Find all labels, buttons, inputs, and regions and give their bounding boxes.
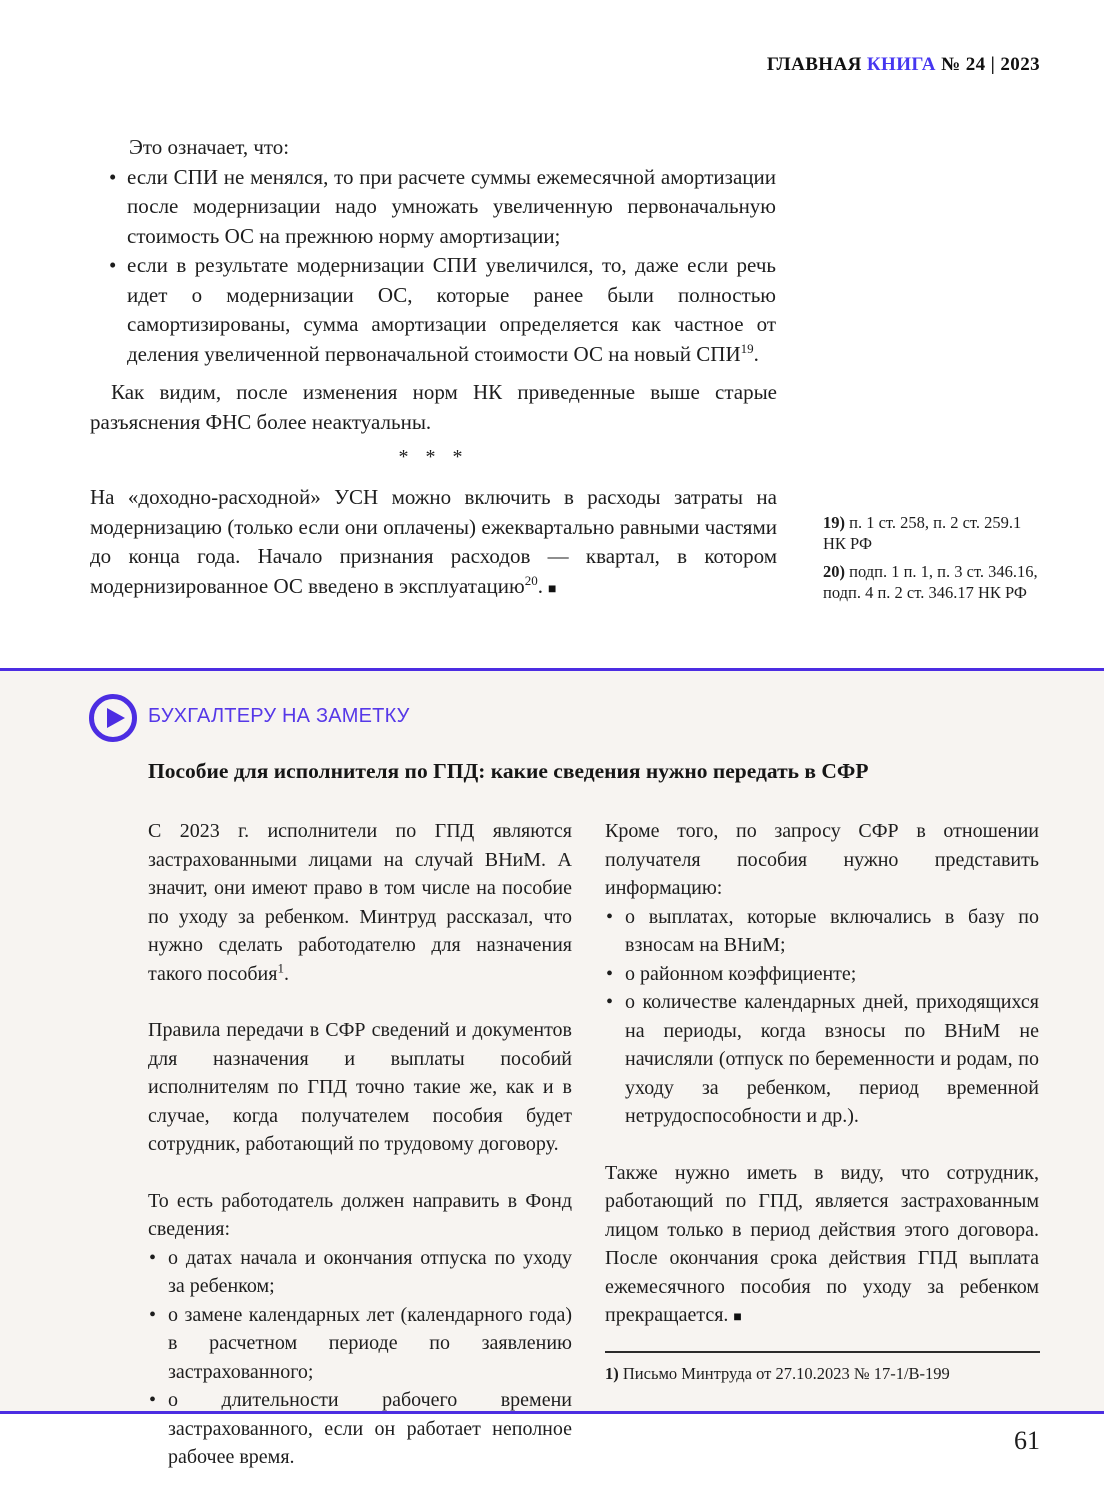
footnote-ref-19: 19 xyxy=(740,340,754,356)
list-item xyxy=(108,251,776,369)
left-column xyxy=(148,817,572,1472)
list-item xyxy=(108,163,776,252)
footnote-ref-20: 20 xyxy=(524,572,538,588)
footnote-text: подп. 1 п. 1, п. 3 ст. 346.16, подп. 4 п. 2 ст. 346.17 НК РФ xyxy=(823,562,1038,602)
article-footnote xyxy=(605,1351,1040,1384)
paragraph: Кроме того, по запросу СФР в отношении получателя пособия нужно представить информацию: xyxy=(605,820,1039,899)
paragraph-usn xyxy=(90,483,777,604)
paragraph: Правила передачи в СФР сведений и документов для назначения и выплаты пособий исполнителям по ГПД точно такие же, как и в случае, когда получателем пособия будет сотрудник, работающий по трудовому договору. xyxy=(148,1019,572,1155)
paragraph xyxy=(605,1159,1039,1333)
play-icon xyxy=(88,693,138,743)
list-item: • о датах начала и окончания отпуска по уходу за ребенком; xyxy=(148,1244,572,1301)
rubric-label: БУХГАЛТЕРУ НА ЗАМЕТКУ xyxy=(148,705,410,727)
bullet-text: если в результате модернизации СПИ увеличился, то, даже если речь идет о модернизации ОС, которые ранее были полностью самортизированы, сумма амортизации определяется как частное от деления увеличенной первоначальной стоимости ОС на новый СПИ xyxy=(127,253,776,366)
intro-lead: Это означает, что: xyxy=(129,135,290,159)
section-separator: * * * xyxy=(398,446,469,468)
paragraph-text: С 2023 г. исполнители по ГПД являются застрахованными лицами на случай ВНиМ. А значит, они имеют право в том числе на пособие по уходу за ребенком. Минтруд рассказал, что нужно сделать работодателю для назначения такого пособия xyxy=(148,820,572,985)
end-of-article-mark: ■ xyxy=(733,1310,742,1325)
list-item: • о длительности рабочего времени застрахованного, если он работает неполное рабочее время. xyxy=(148,1386,572,1472)
footnote-ref-1: 1 xyxy=(277,959,284,975)
paragraph: То есть работодатель должен направить в Фонд сведения: xyxy=(148,1189,572,1240)
paragraph-fns: Как видим, после изменения норм НК приведенные выше старые разъяснения ФНС более неактуальны. xyxy=(90,380,777,434)
list-item: • о замене календарных лет (календарного года) в расчетном периоде по заявлению застрахованного; xyxy=(148,1301,572,1387)
page-number: 61 xyxy=(1014,1426,1040,1455)
bullet-text: если СПИ не менялся, то при расчете суммы ежемесячной амортизации после модернизации надо умножать увеличенную первоначальную стоимость ОС на прежнюю норму амортизации; xyxy=(127,164,776,248)
article-title: Пособие для исполнителя по ГПД: какие сведения нужно передать в СФР xyxy=(148,759,869,783)
fund-data-bullet-list xyxy=(148,1244,572,1472)
footnote-text: Письмо Минтруда от 27.10.2023 № 17-1/В-199 xyxy=(622,1364,950,1383)
paragraph-usn-after: . xyxy=(537,573,543,598)
paragraph-text: Также нужно иметь в виду, что сотрудник, работающий по ГПД, является застрахованным лицом только в период действия этого договора. После окончания срока действия ГПД выплата ежемесячного пособия по уходу за ребенком прекращается. xyxy=(605,1161,1039,1326)
paragraph xyxy=(148,817,572,988)
paragraph-usn-text: На «доходно-расходной» УСН можно включить в расходы затраты на модернизацию (только если они оплачены) ежеквартально равными частями до конца года. Начало признания расходов — квартал, в котором модернизированное ОС введено в эксплуатацию xyxy=(90,485,777,598)
footnote-number: 1) xyxy=(605,1364,619,1383)
footnote-number: 19) xyxy=(823,513,845,532)
magazine-issue: № 24 | 2023 xyxy=(935,54,1040,75)
end-of-article-mark: ■ xyxy=(547,581,557,597)
paragraph-text-after: . xyxy=(283,962,289,985)
footnote-20 xyxy=(823,561,1041,603)
magazine-title-part: ГЛАВНАЯ xyxy=(766,54,867,75)
amortization-bullet-list xyxy=(108,163,776,370)
list-item: • о выплатах, которые включались в базу по взносам на ВНиМ; xyxy=(605,903,1039,960)
intro-block xyxy=(108,133,776,369)
bullet-text-after: . xyxy=(753,341,759,366)
footnote-19 xyxy=(823,512,1041,554)
sfr-request-bullet-list xyxy=(605,903,1039,1131)
magazine-brand: КНИГА xyxy=(866,54,936,75)
footnote-text: п. 1 ст. 258, п. 2 ст. 259.1 НК РФ xyxy=(823,513,1022,553)
sidebar-footnotes xyxy=(823,512,1041,610)
list-item: • о районном коэффициенте; xyxy=(605,960,1039,989)
list-item: • о количестве календарных дней, приходящихся на периоды, когда взносы по ВНиМ не начисляли (отпуск по беременности и родам, по уходу за ребенком, период временной нетрудоспособности и др.). xyxy=(605,988,1039,1131)
footnote-number: 20) xyxy=(823,562,845,581)
magazine-header xyxy=(767,54,1040,76)
